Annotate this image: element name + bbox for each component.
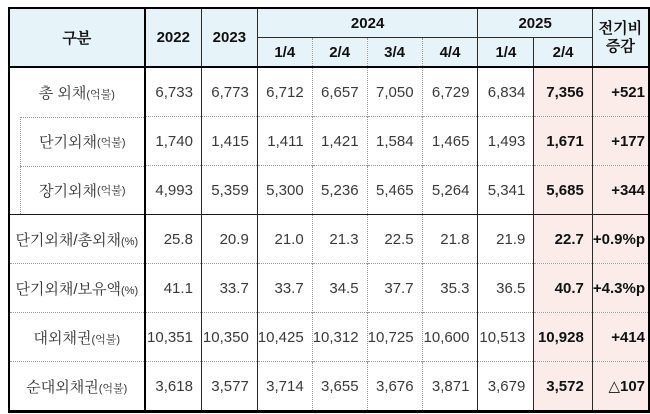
data-cell: 37.7 [367, 264, 422, 313]
row-label-text: 순대외채권 [26, 378, 99, 396]
row-label-unit: (억불) [91, 333, 121, 346]
data-cell: 1,415 [201, 117, 257, 166]
row-label [9, 362, 145, 412]
row-label-text: 대외채권 [33, 329, 92, 347]
data-cell: 5,264 [422, 166, 478, 215]
external-debt-table [8, 7, 650, 413]
data-cell: 6,733 [145, 67, 202, 117]
data-cell-highlight: 7,356 [534, 67, 593, 117]
data-cell: 10,351 [145, 313, 202, 362]
data-cell: 3,577 [201, 362, 257, 412]
row-short-debt-to-total-ratio [9, 215, 649, 264]
indent-box [20, 166, 144, 215]
header-year-2025: 2025 [478, 8, 592, 38]
data-cell: 5,465 [367, 166, 422, 215]
data-cell: 3,714 [257, 362, 312, 412]
row-long-term-debt [9, 166, 649, 215]
data-cell: 3,676 [367, 362, 422, 412]
data-cell: 21.3 [312, 215, 367, 264]
data-cell: 22.5 [367, 215, 422, 264]
data-cell: 10,350 [201, 313, 257, 362]
data-cell: 6,773 [201, 67, 257, 117]
data-cell-highlight: 1,671 [534, 117, 593, 166]
data-cell: 21.8 [422, 215, 478, 264]
header-year-2023: 2023 [201, 8, 257, 67]
data-cell: 25.8 [145, 215, 202, 264]
row-short-debt-to-reserves-ratio [9, 264, 649, 313]
data-cell: 3,655 [312, 362, 367, 412]
data-cell: 1,465 [422, 117, 478, 166]
data-cell: 34.5 [312, 264, 367, 313]
data-cell-highlight: 22.7 [534, 215, 593, 264]
data-cell: 5,341 [478, 166, 534, 215]
data-cell: 10,312 [312, 313, 367, 362]
row-net-external-credit [9, 362, 649, 412]
data-cell: 5,359 [201, 166, 257, 215]
data-cell: 20.9 [201, 215, 257, 264]
header-category: 구분 [9, 8, 145, 67]
row-label-unit: (%) [121, 284, 139, 297]
row-label-unit: (억불) [86, 88, 115, 101]
data-cell: 10,725 [367, 313, 422, 362]
data-cell: 4,993 [145, 166, 202, 215]
row-total-external-debt [9, 67, 649, 117]
data-cell-highlight: 10,928 [534, 313, 593, 362]
row-label-unit: (억불) [97, 185, 126, 198]
data-cell: 21.0 [257, 215, 312, 264]
row-label-text: 단기외채/보유액 [15, 280, 122, 298]
row-label [9, 215, 145, 264]
indent-box [20, 117, 144, 166]
data-cell-highlight: 3,572 [534, 362, 593, 412]
table-header [9, 8, 649, 67]
data-cell: 10,513 [478, 313, 534, 362]
data-cell: 3,679 [478, 362, 534, 412]
data-cell: 21.9 [478, 215, 534, 264]
header-q3-2024: 3/4 [367, 38, 422, 68]
row-label [9, 166, 145, 215]
header-row-years [9, 8, 649, 38]
change-cell: +0.9%p [592, 215, 649, 264]
data-cell: 41.1 [145, 264, 202, 313]
data-cell: 10,425 [257, 313, 312, 362]
data-cell: 1,411 [257, 117, 312, 166]
data-cell: 7,050 [367, 67, 422, 117]
data-cell: 3,871 [422, 362, 478, 412]
change-cell: +414 [592, 313, 649, 362]
row-label-text: 총 외채 [38, 84, 87, 102]
header-year-2024: 2024 [257, 8, 478, 38]
change-cell: +177 [592, 117, 649, 166]
header-change-line1: 전기비 [598, 19, 643, 37]
data-cell-highlight: 5,685 [534, 166, 593, 215]
header-q2-2024: 2/4 [312, 38, 367, 68]
data-cell: 5,300 [257, 166, 312, 215]
row-external-credit [9, 313, 649, 362]
change-cell: +521 [592, 67, 649, 117]
header-q2-2025: 2/4 [534, 38, 593, 68]
data-cell: 35.3 [422, 264, 478, 313]
data-cell: 6,657 [312, 67, 367, 117]
header-q1-2025: 1/4 [478, 38, 534, 68]
change-cell: +344 [592, 166, 649, 215]
row-short-term-debt [9, 117, 649, 166]
data-cell: 6,712 [257, 67, 312, 117]
data-cell: 3,618 [145, 362, 202, 412]
data-cell: 1,421 [312, 117, 367, 166]
change-cell: +4.3%p [592, 264, 649, 313]
row-label [9, 313, 145, 362]
data-cell: 1,584 [367, 117, 422, 166]
row-label-unit: (억불) [98, 382, 128, 395]
row-label-unit: (억불) [97, 136, 126, 149]
row-label-text: 단기외채/총외채 [15, 231, 122, 249]
data-cell-highlight: 40.7 [534, 264, 593, 313]
header-q1-2024: 1/4 [257, 38, 312, 68]
data-cell: 33.7 [257, 264, 312, 313]
header-q4-2024: 4/4 [422, 38, 478, 68]
data-cell: 1,493 [478, 117, 534, 166]
header-change-line2: 증감 [605, 37, 635, 55]
data-cell: 1,740 [145, 117, 202, 166]
data-cell: 5,236 [312, 166, 367, 215]
header-year-2022: 2022 [145, 8, 202, 67]
row-label-text: 장기외채 [39, 182, 97, 200]
data-cell: 6,729 [422, 67, 478, 117]
table-body [9, 67, 649, 412]
data-cell: 33.7 [201, 264, 257, 313]
row-label [9, 67, 145, 117]
data-cell: 36.5 [478, 264, 534, 313]
data-cell: 6,834 [478, 67, 534, 117]
change-cell: △107 [592, 362, 649, 412]
row-label-text: 단기외채 [39, 134, 97, 151]
external-debt-table-wrap [8, 7, 650, 413]
data-cell: 10,600 [422, 313, 478, 362]
row-label-unit: (%) [121, 235, 139, 248]
row-label [9, 117, 145, 166]
row-label [9, 264, 145, 313]
header-change [592, 8, 649, 67]
